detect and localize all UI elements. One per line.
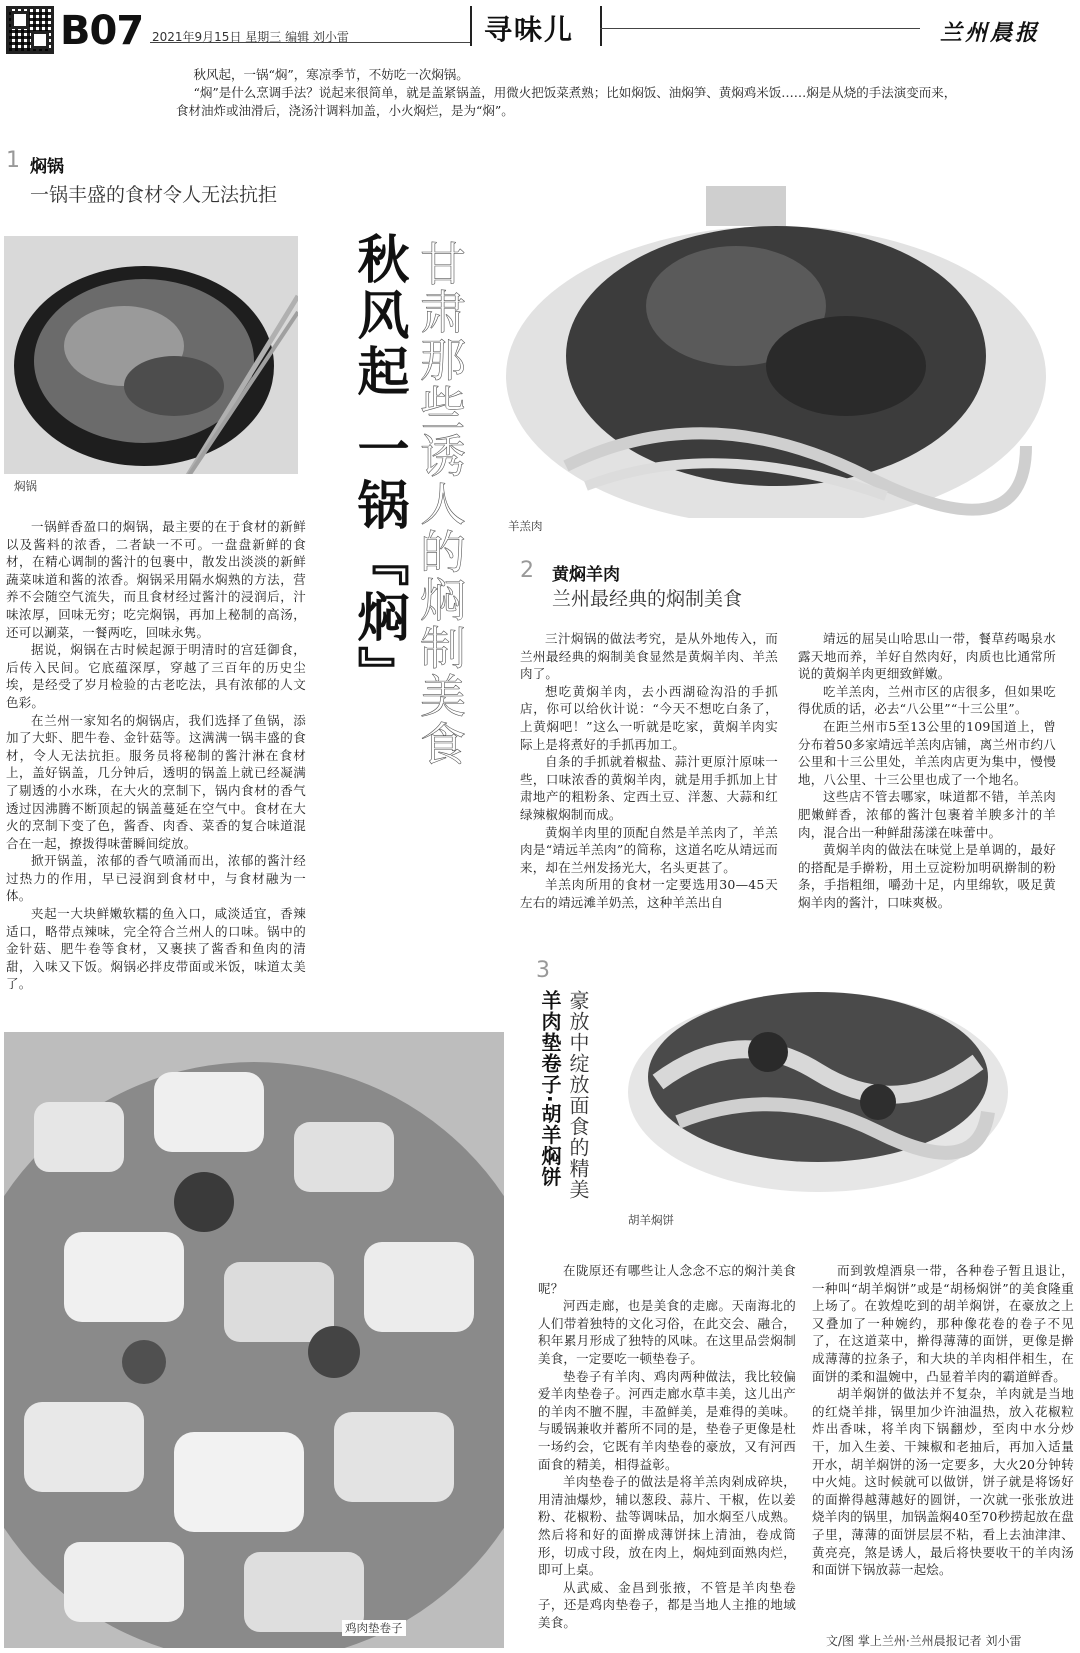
paragraph: 河西走廊，也是美食的走廊。天南海北的人们带着独特的文化习俗，在此交会、融合，积年累月形成了独特的风味。在这里品尝焖制美食，一定要吃一顿垫卷子。 — [538, 1298, 796, 1366]
paragraph: 黄焖羊肉里的顶配自然是羊羔肉了，羊羔肉是“靖远羊羔肉”的简称，这道名吃从靖远而来，却在兰州发扬光大，名头更甚了。 — [520, 824, 778, 875]
paragraph: 从武威、金昌到张掖，不管是羊肉垫卷子，还是鸡肉垫卷子，都是当地人主推的地域美食。 — [538, 1579, 796, 1630]
paragraph: 夹起一大块鲜嫩软糯的鱼入口，咸淡适宜，香辣适口，略带点辣味，完全符合兰州人的口味。锅中的金针菇、肥牛卷等食材，又裹挟了酱香和鱼肉的清甜，入味又下饭。焖锅必拌皮带面或米饭，味道太美了。 — [6, 906, 306, 992]
section-title: 黄焖羊肉 — [552, 565, 620, 585]
photo-huyang-menbing — [618, 962, 1020, 1202]
photo-yanggaorou — [506, 136, 1054, 518]
newspaper-logo: 兰州晨报 — [940, 20, 1041, 46]
main-headline: 秋风起 一锅『焖』 — [348, 232, 408, 703]
section-subtitle: 兰州最经典的焖制美食 — [552, 588, 743, 610]
dateline: 2021年9月15日 星期三 编辑 刘小雷 — [152, 30, 349, 44]
section3-body-col2 — [812, 1262, 1074, 1579]
header-rule-right — [600, 28, 920, 29]
photo-menguo — [4, 236, 298, 474]
section-subtitle: 豪放中绽放面食的精美 — [566, 990, 590, 1200]
lead-line: 秋风起，一锅“焖”，寒凉季节，不妨吃一次焖锅。 — [193, 67, 469, 82]
paragraph: 想吃黄焖羊肉，去小西湖硷沟沿的手抓店，你可以给伙计说：“今天不想吃白条了，上黄焖吧！”这么一听就是吃家，黄焖羊肉实际上是将煮好的手抓再加工。 — [520, 683, 778, 752]
column-divider-right — [600, 6, 602, 46]
header-rule-left — [150, 42, 470, 43]
section-number: 3 — [536, 958, 550, 983]
lead-line: “焖”是什么烹调手法？说起来很简单，就是盖紧锅盖，用微火把饭菜煮熟；比如焖饭、油焖笋、黄焖鸡米饭……焖是从烧的手法演变而来，食材油炸或油滑后，浇汤汁调料加盖，小火焖烂，是为“焖”。 — [176, 85, 957, 118]
paragraph: 自条的手抓就着椒盐、蒜汁更原汁原味一些，口味浓香的黄焖羊肉，就是用手抓加上甘肃地产的粗粉条、定西土豆、洋葱、大蒜和红绿辣椒焖制而成。 — [520, 754, 778, 822]
paragraph: 胡羊焖饼的做法并不复杂，羊肉就是当地的红烧羊排，锅里加少许油温热，放入花椒粒炸出香味，将羊肉下锅翻炒，至肉中水分炒干，加入生姜、干辣椒和老抽后，再加入适量开水，胡羊焖饼的汤一定要多，大火20分钟转中火炖。这时候就可以做饼，饼子就是将饧好的面擀得越薄越好的圆饼，一次就一张张放进烧羊肉的锅里，加锅盖焖40至70秒捞起放在盘子里，薄薄的面饼层层不粘，看上去油津津、黄亮亮，煞是诱人，最后将快要收干的羊肉汤和面饼下锅放蒜一起烩。 — [812, 1386, 1074, 1578]
photo-caption: 鸡肉垫卷子 — [342, 1620, 406, 1636]
paragraph: 三汁焖锅的做法考究，是从外地传入，而兰州最经典的焖制美食显然是黄焖羊肉、羊羔肉了。 — [520, 631, 778, 682]
section2-body-col2 — [798, 630, 1056, 912]
section2-body-col1 — [520, 630, 778, 912]
section1-body — [6, 518, 306, 993]
column-divider-left — [470, 6, 472, 46]
qr-code — [6, 6, 54, 54]
paragraph: 靖远的屈吴山哈思山一带，餐草药喝泉水露天地而养，羊好自然肉好，肉质也比通常所说的黄焖羊肉更细致鲜嫩。 — [798, 631, 1056, 682]
photo-chicken-dianjuanzi — [4, 1032, 504, 1648]
column-name: 寻味儿 — [484, 13, 575, 46]
photo-caption: 焖锅 — [14, 479, 37, 493]
paragraph: 羊羔肉所用的食材一定要选用30—45天左右的靖远滩羊奶羔，这种羊羔出自 — [520, 877, 778, 910]
paragraph: 这些店不管去哪家，味道都不错，羊羔肉肥嫩鲜香，浓郁的酱汁包裹着羊腴多汁的羊肉，混合出一种鲜甜荡漾在味蕾中。 — [798, 789, 1056, 840]
paragraph: 在兰州一家知名的焖锅店，我们选择了鱼锅，添加了大虾、肥牛卷、金针菇等。这满满一锅丰盛的食材，令人无法抗拒。服务员将秘制的酱汁淋在食材上，盖好锅盖，几分钟后，透明的锅盖上就已经凝满了剔透的小水珠，在大火的烹制下，锅内食材的香气透过因沸腾不断顶起的锅盖蔓延在空气中。食材在大火的烹制下变了色，酱香、肉香、菜香的复合味道混合在一起，撩拨得味蕾瞬间绽放。 — [6, 712, 306, 851]
section-subtitle: 一锅丰盛的食材令人无法抗拒 — [30, 184, 278, 206]
paragraph: 在陇原还有哪些让人念念不忘的焖汁美食呢？ — [538, 1263, 796, 1296]
paragraph: 一锅鲜香盈口的焖锅，最主要的在于食材的新鲜以及酱料的浓香，二者缺一不可。一盘盘新鲜的食材，在精心调制的酱汁的包裹中，散发出淡淡的新鲜蔬菜味道和酱的浓香。焖锅采用隔水焖熟的方法，营养不会随空气流失，而且食材经过酱汁的浸润后，汁味浓厚，回味无穷；吃完焖锅，再加上秘制的高汤，还可以涮菜，一餐两吃，回味永隽。 — [6, 519, 306, 640]
paragraph: 据说，焖锅在古时候起源于明清时的宫廷御食，后传入民间。它底蕴深厚，穿越了三百年的历史尘埃，是经受了岁月检验的古老吃法，具有浓郁的人文色彩。 — [6, 642, 306, 710]
section3-body-col1 — [538, 1262, 796, 1631]
byline: 文/图 掌上兰州·兰州晨报记者 刘小雷 — [826, 1634, 1022, 1648]
section-number: 2 — [520, 558, 534, 583]
photo-caption: 胡羊焖饼 — [628, 1213, 674, 1227]
paragraph: 而到敦煌酒泉一带，各种卷子暂且退让，一种叫“胡羊焖饼”或是“胡杨焖饼”的美食隆重上场了。在敦煌吃到的胡羊焖饼，在豪放之上又叠加了一种婉约，那种像花卷的卷子不见了，在这道菜中，擀得薄薄的面饼，更像是擀成薄薄的拉条子，和大块的羊肉相伴相生，在面饼的柔和温婉中，凸显着羊肉的霸道鲜香。 — [812, 1263, 1074, 1384]
section-number: 1 — [6, 148, 20, 173]
paragraph: 掀开锅盖，浓郁的香气喷涌而出，浓郁的酱汁经过热力的作用，早已浸润到食材中，与食材融为一体。 — [6, 853, 306, 904]
paragraph: 羊肉垫卷子的做法是将羊羔肉剁成碎块，用清油爆炒，辅以葱段、蒜片、干椒，佐以姜粉、花椒粉、盐等调味品，加水焖至八成熟。然后将和好的面擀成薄饼抹上清油，卷成筒形，切成寸段，放在肉上，焖炖到面熟肉烂，即可上桌。 — [538, 1474, 796, 1578]
page-number: B07 — [60, 8, 144, 54]
paragraph: 在距兰州市5至13公里的109国道上，曾分布着50多家靖远羊羔肉店铺，离兰州市约八公里和十三公里处，羊羔肉店更为集中，慢慢地，八公里、十三公里也成了一个地名。 — [798, 718, 1056, 787]
photo-caption: 羊羔肉 — [508, 519, 543, 533]
paragraph: 黄焖羊肉的做法在味觉上是单调的，最好的搭配是手擀粉，用土豆淀粉加明矾擀制的粉条，手指粗细，嚼劲十足，内里绵软，吸足黄焖羊肉的酱汁，口味爽极。 — [798, 842, 1056, 910]
lead-paragraph — [176, 66, 966, 120]
sub-headline: 甘肃那些诱人的焖制美食 — [413, 240, 467, 768]
paragraph: 垫卷子有羊肉、鸡肉两种做法，我比较偏爱羊肉垫卷子。河西走廊水草丰美，这儿出产的羊肉不膻不腥，丰盈鲜美，是难得的美味。与暖锅兼收并蓄所不同的是，垫卷子更像是杜一场约会，它既有羊肉垫卷的豪放，又有河西面食的精美，相得益彰。 — [538, 1368, 796, 1472]
section-title: 焖锅 — [30, 157, 64, 177]
paragraph: 吃羊羔肉，兰州市区的店很多，但如果吃得优质的话，必去“八公里”“十三公里”。 — [798, 683, 1056, 717]
section-title: 羊肉垫卷子·胡羊焖饼 — [538, 990, 562, 1188]
